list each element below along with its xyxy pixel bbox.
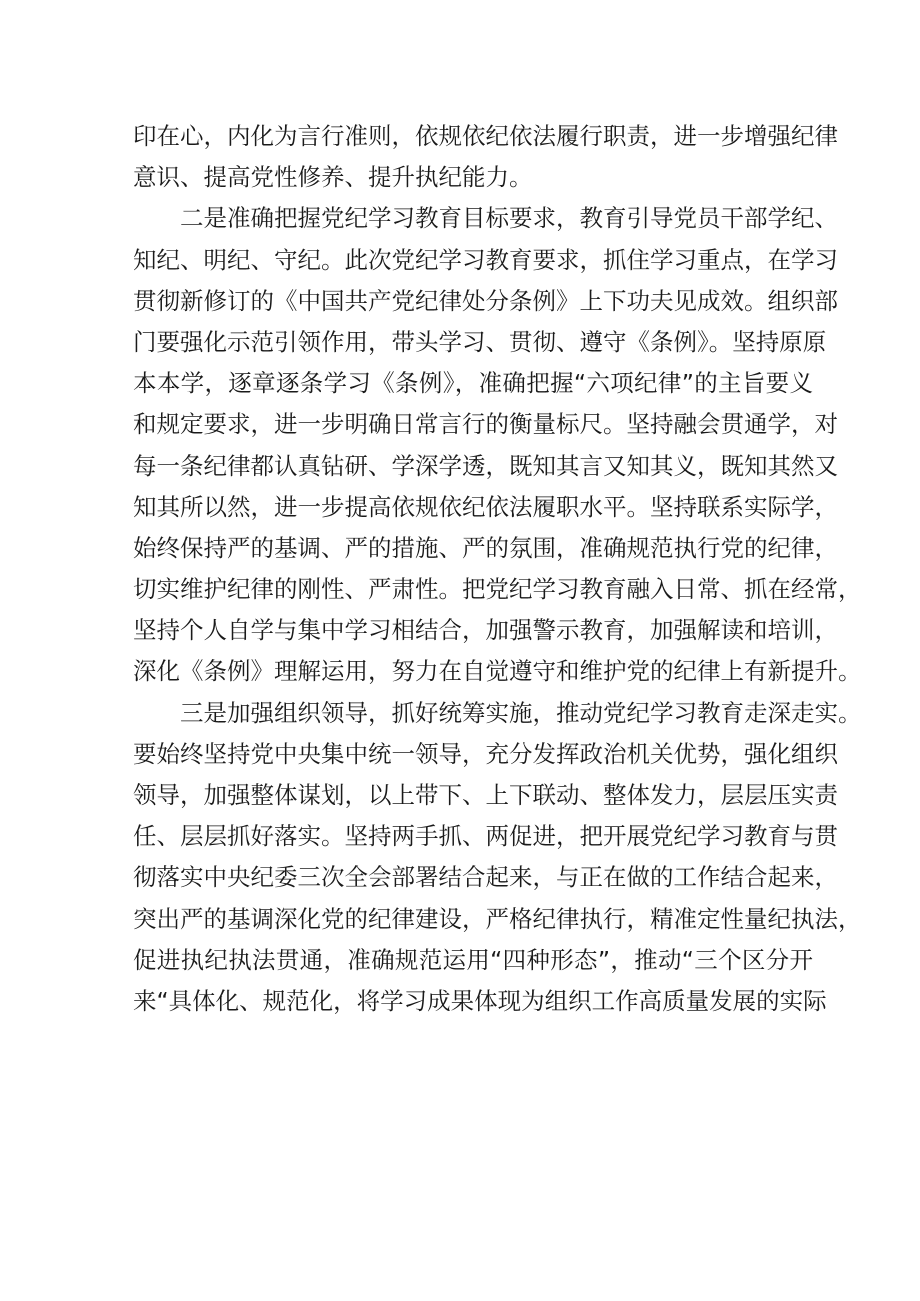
text-line: 突出严的基调深化党的纪律建设，严格纪律执行，精准定性量纪执法，	[133, 904, 862, 933]
body-text	[133, 116, 862, 1022]
text-line: 切实维护纪律的刚性、严肃性。把党纪学习教育融入日常、抓在经常，	[133, 575, 862, 604]
text-line: 彻落实中央纪委三次全会部署结合起来，与正在做的工作结合起来，	[133, 863, 838, 892]
text-line: 二是准确把握党纪学习教育目标要求，教育引导党员干部学纪、	[133, 204, 838, 233]
text-line: 任、层层抓好落实。坚持两手抓、两促进，把开展党纪学习教育与贯	[133, 822, 838, 851]
text-line: 和规定要求，进一步明确日常言行的衡量标尺。坚持融会贯通学，对	[133, 410, 838, 439]
text-line: 贯彻新修订的《中国共产党纪律处分条例》上下功夫见成效。组织部	[133, 286, 838, 315]
text-line: 领导，加强整体谋划，以上带下、上下联动、整体发力，层层压实责	[133, 781, 838, 809]
text-line: 知纪、明纪、守纪。此次党纪学习教育要求，抓住学习重点，在学习	[133, 245, 838, 274]
text-line: 知其所以然，进一步提高依规依纪依法履职水平。坚持联系实际学，	[133, 492, 838, 521]
text-line: 三是加强组织领导，抓好统筹实施，推动党纪学习教育走深走实。	[133, 698, 862, 727]
text-line: 本本学，逐章逐条学习《条例》，准确把握“六项纪律”的主旨要义	[133, 369, 813, 398]
text-line: 深化《条例》理解运用，努力在自觉遵守和维护党的纪律上有新提升。	[133, 657, 862, 686]
text-line: 意识、提高党性修养、提升执纪能力。	[133, 163, 533, 192]
text-line: 每一条纪律都认真钻研、学深学透，既知其言又知其义，既知其然又	[133, 451, 838, 480]
text-line: 来“具体化、规范化，将学习成果体现为组织工作高质量发展的实际	[133, 986, 827, 1015]
text-line: 促进执纪执法贯通，准确规范运用“四种形态”，推动“三个区分开	[133, 945, 813, 974]
text-line: 印在心，内化为言行准则，依规依纪依法履行职责，进一步增强纪律	[133, 122, 838, 150]
text-line: 坚持个人自学与集中学习相结合，加强警示教育，加强解读和培训，	[133, 616, 838, 645]
text-line: 要始终坚持党中央集中统一领导，充分发挥政治机关优势，强化组织	[133, 739, 838, 768]
text-line: 始终保持严的基调、严的措施、严的氛围，准确规范执行党的纪律，	[133, 533, 838, 562]
text-line: 门要强化示范引领作用，带头学习、贯彻、遵守《条例》。坚持原原	[133, 327, 827, 356]
